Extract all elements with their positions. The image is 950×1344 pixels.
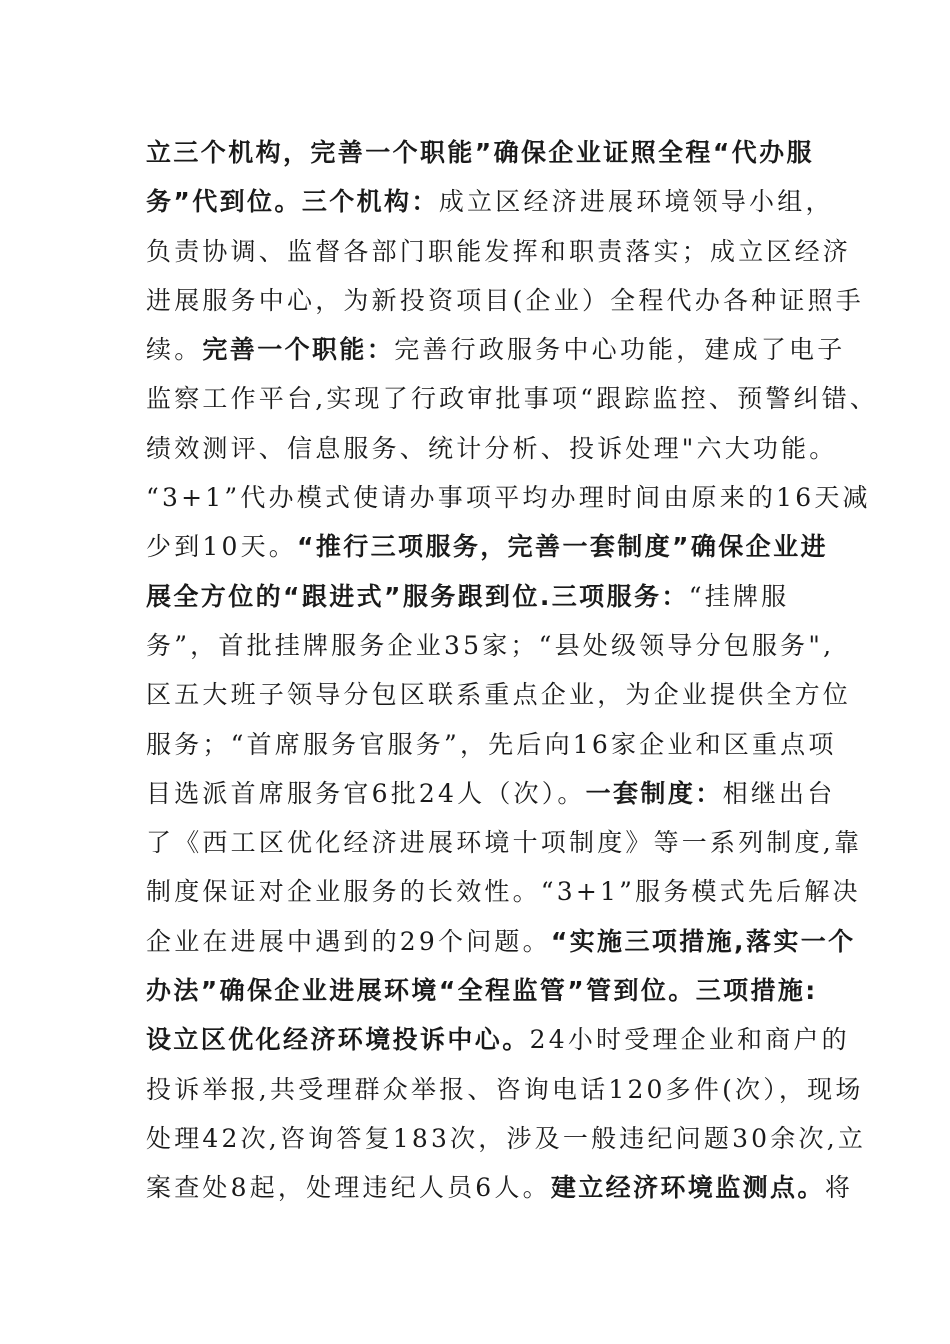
text-line [146,1114,867,1163]
text-line [146,867,861,916]
text-line [146,276,864,325]
text-run: 将 [824,1173,854,1203]
text-line [146,522,828,571]
text-line [146,128,816,177]
text-line [146,572,816,621]
text-run: 成立区经济进展环境领导小组， [438,187,834,217]
text-run: 投诉举报,共受理群众举报、咨询电话120多件(次），现场 [146,1074,864,1104]
text-run: 案查处8起，处理违纪人员6人。 [146,1173,551,1203]
text-line [146,1065,864,1114]
text-line [146,1163,854,1212]
bold-text-run: 设立区优化经济环境投诉中心。 [146,1025,530,1055]
text-run: 负责协调、监督各部门职能发挥和职责落实；成立区经济 [146,236,852,266]
text-line [146,1015,850,1064]
text-run: 企业在进展中遇到的29个问题。 [146,926,551,956]
text-run: 务”，首批挂牌服务企业35家；“县处级领导分包服务", [146,630,835,660]
bold-text-run: 展全方位的“跟进式”服务跟到位.三项服务： [146,581,689,611]
text-run: 完善行政服务中心功能，建成了电子 [394,335,846,365]
text-run: 制度保证对企业服务的长效性。“3+1”服务模式先后解决 [146,877,861,907]
bold-text-run: 建立经济环境监测点。 [550,1173,825,1203]
text-line [146,818,863,867]
text-line [146,769,836,818]
text-run: 进展服务中心，为新投资项目(企业）全程代办各种证照手 [146,285,864,315]
bold-text-run: 务”代到位。三个机构： [146,187,439,217]
text-line [146,917,856,966]
bold-text-run: 立三个机构，完善一个职能”确保企业证照全程“代办服 [146,138,814,167]
text-line [146,621,835,670]
text-run: 服务；“首席服务官服务”，先后向16家企业和区重点项 [146,729,837,759]
text-run: 处理42次,咨询答复183次，涉及一般违纪问题30余次,立 [146,1123,867,1153]
text-run: 少到10天。 [146,532,298,562]
text-line [146,670,852,719]
text-line [146,177,834,226]
text-run: 目选派首席服务官6批24人（次）。 [146,778,586,808]
text-run: 续。 [146,335,203,365]
bold-text-run: “推行三项服务，完善一套制度”确保企业进 [297,532,828,562]
body-text [146,128,879,1213]
text-line [146,424,838,473]
text-run: 了《西工区优化经济进展环境十项制度》等一系列制度,靠 [146,828,863,858]
text-line [146,374,879,423]
bold-text-run: 一套制度： [585,778,723,808]
text-run: 相继出台 [722,778,836,808]
text-run: 区五大班子领导分包区联系重点企业，为企业提供全方位 [146,680,852,710]
bold-text-run: 办法”确保企业进展环境“全程监管”管到位。三项措施: [146,976,818,1006]
text-line [146,473,871,522]
text-run: “挂牌服 [688,581,790,611]
text-line [146,720,837,769]
bold-text-run: “实施三项措施,落实一个 [550,926,856,956]
text-run: 监察工作平台,实现了行政审批事项“跟踪监控、预警纠错、 [146,384,879,414]
text-run: “3+1”代办模式使请办事项平均办理时间由原来的16天减 [146,483,871,513]
text-line [146,227,852,276]
text-run: 绩效测评、信息服务、统计分析、投诉处理"六大功能。 [146,433,838,463]
text-line [146,966,816,1015]
text-run: 24小时受理企业和商户的 [529,1025,850,1055]
bold-text-run: 完善一个职能： [202,335,395,365]
text-line [146,325,846,374]
